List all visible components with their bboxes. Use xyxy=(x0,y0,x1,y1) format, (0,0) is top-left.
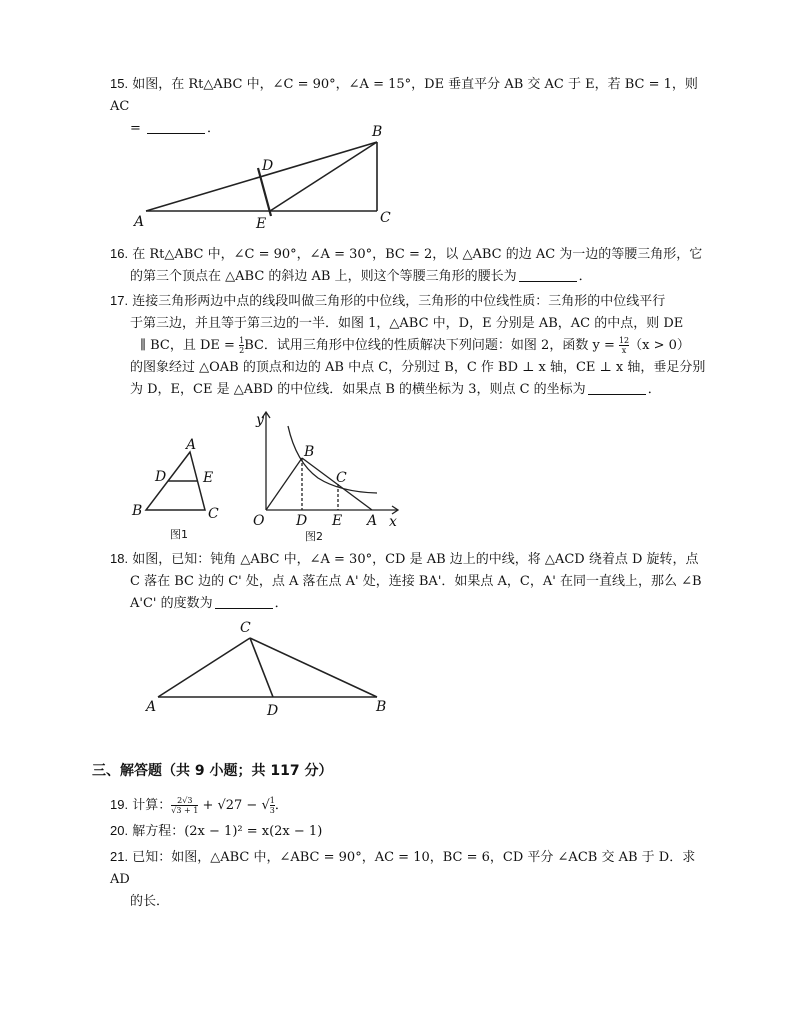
question-text: 的图象经过 △OAB 的顶点和边的 AB 中点 C，分别过 B，C 作 BD ⊥ x 轴，CE ⊥ x 轴，垂足分别 xyxy=(130,360,706,375)
question-17-line5 xyxy=(110,379,710,401)
label-C: C xyxy=(240,620,251,636)
segment-CD xyxy=(250,638,273,697)
y-axis-arrow xyxy=(262,412,270,418)
question-text: C 落在 BC 边的 C' 处，点 A 落在点 A' 处，连接 BA'．如果点 A，C，A' 在同一直线上，那么 ∠B xyxy=(130,574,702,589)
question-16 xyxy=(110,243,710,288)
fraction xyxy=(171,796,198,815)
question-text: = xyxy=(130,121,146,136)
question-21-line1 xyxy=(110,846,710,891)
triangle-ABC xyxy=(146,452,205,510)
question-number: 19. xyxy=(110,797,129,812)
figure-caption: 图2 xyxy=(305,530,323,543)
label-B: B xyxy=(132,503,143,519)
segment-AC xyxy=(158,638,250,697)
segment-BE xyxy=(270,142,377,211)
question-number: 20. xyxy=(110,823,129,838)
question-text: ． xyxy=(647,382,661,397)
question-text: 于第三边，并且等于第三边的一半．如图 1，△ABC 中，D，E 分别是 AB，AC 的中点，则 DE xyxy=(130,316,684,331)
label-A: A xyxy=(367,513,378,529)
segment-BA xyxy=(302,458,372,510)
label-C: C xyxy=(380,210,391,226)
question-17 xyxy=(110,290,710,401)
question-text: ． xyxy=(274,596,288,611)
fraction-numerator: 12 xyxy=(618,336,630,345)
question-text: ∥ BC，且 DE = xyxy=(140,338,240,353)
segment-OB xyxy=(266,458,302,510)
question-20 xyxy=(110,820,710,843)
question-text: ． xyxy=(207,121,221,136)
question-17-line3 xyxy=(110,335,710,357)
question-text: 的第三个顶点在 △ABC 的斜边 AB 上，则这个等腰三角形的腰长为 xyxy=(130,269,517,284)
label-B: B xyxy=(376,699,387,715)
question-text: 的长． xyxy=(130,894,170,909)
question-text: ． xyxy=(274,798,288,813)
question-15 xyxy=(110,73,710,140)
question-text: 解方程：(2x − 1)² = x(2x − 1) xyxy=(132,824,323,839)
label-x: x xyxy=(389,514,397,530)
question-text: 如图，在 Rt△ABC 中，∠C = 90°，∠A = 15°，DE 垂直平分 AB 交 AC 于 E，若 BC = 1，则 AC xyxy=(110,77,698,114)
question-text: + √27 − √ xyxy=(198,798,270,813)
section-heading: 三、解答题（共 9 小题；共 117 分） xyxy=(92,763,333,779)
fraction-numerator: 1 xyxy=(239,336,245,345)
answer-blank[interactable] xyxy=(147,119,205,134)
question-17-line4 xyxy=(110,357,710,379)
label-O: O xyxy=(253,513,265,529)
label-E: E xyxy=(332,513,343,529)
hyperbola-curve xyxy=(288,426,377,493)
question-text: 为 D，E，CE 是 △ABD 的中位线．如果点 B 的横坐标为 3，则点 C 的坐标为 xyxy=(130,382,586,397)
question-number: 18. xyxy=(110,551,129,566)
answer-blank[interactable] xyxy=(519,267,577,282)
answer-blank[interactable] xyxy=(215,594,273,609)
label-C: C xyxy=(336,470,347,486)
question-17-line1 xyxy=(110,290,710,313)
label-C: C xyxy=(208,506,219,522)
question-21-line2 xyxy=(110,891,710,913)
figure-caption: 图1 xyxy=(170,528,188,541)
label-D: D xyxy=(267,703,279,719)
question-number: 16. xyxy=(110,246,129,261)
question-number: 21. xyxy=(110,849,129,864)
label-D: D xyxy=(296,513,308,529)
question-19 xyxy=(110,794,710,817)
fraction-denominator: √3 + 1 xyxy=(171,806,199,815)
label-A: A xyxy=(134,214,145,230)
question-text: 已知：如图，△ABC 中，∠ABC = 90°，AC = 10，BC = 6，CD 平分 ∠ACB 交 AB 于 D．求 AD xyxy=(110,850,696,887)
segment-CB xyxy=(250,638,377,697)
question-text: （x > 0） xyxy=(629,338,690,353)
question-18-line3 xyxy=(110,593,710,615)
label-E: E xyxy=(256,216,267,232)
fraction-numerator: 2√3 xyxy=(177,796,193,805)
question-text: 在 Rt△ABC 中，∠C = 90°，∠A = 30°，BC = 2，以 △ABC 的边 AC 为一边的等腰三角形，它 xyxy=(132,247,703,262)
question-21 xyxy=(110,846,710,913)
label-A: A xyxy=(146,699,157,715)
question-number: 15. xyxy=(110,76,129,91)
label-B: B xyxy=(372,124,383,140)
segment-AB xyxy=(146,142,377,211)
question-text: ． xyxy=(578,269,592,284)
question-15-line2 xyxy=(110,118,710,140)
question-17-line2 xyxy=(110,313,710,335)
label-B: B xyxy=(304,444,315,460)
question-text: 连接三角形两边中点的线段叫做三角形的中位线，三角形的中位线性质：三角形的中位线平行 xyxy=(132,294,666,309)
fraction-numerator: 1 xyxy=(269,796,275,805)
label-D: D xyxy=(155,469,167,485)
segment-DE xyxy=(258,168,271,216)
question-text: 如图，已知：钝角 △ABC 中，∠A = 30°，CD 是 AB 边上的中线，将 △ACD 绕着点 D 旋转，点 xyxy=(132,552,699,567)
question-text: 计算： xyxy=(132,798,172,813)
x-axis-arrow xyxy=(392,506,398,514)
question-16-line2 xyxy=(110,266,710,288)
label-A: A xyxy=(186,437,197,453)
label-D: D xyxy=(262,158,274,174)
question-15-line1 xyxy=(110,73,710,118)
fraction-denominator: x xyxy=(619,345,629,355)
fraction-denominator: 2 xyxy=(239,346,245,355)
label-y: y xyxy=(256,412,264,428)
question-number: 17. xyxy=(110,293,129,308)
fraction-denominator: 3 xyxy=(269,806,275,815)
label-E: E xyxy=(203,470,214,486)
question-18-line2 xyxy=(110,571,710,593)
fraction xyxy=(619,336,629,355)
question-16-line1 xyxy=(110,243,710,266)
answer-blank[interactable] xyxy=(588,380,646,395)
question-18-line1 xyxy=(110,548,710,571)
question-text: A'C' 的度数为 xyxy=(130,596,213,611)
question-text: BC．试用三角形中位线的性质解决下列问题：如图 2，函数 y = xyxy=(244,338,619,353)
question-18 xyxy=(110,548,710,615)
